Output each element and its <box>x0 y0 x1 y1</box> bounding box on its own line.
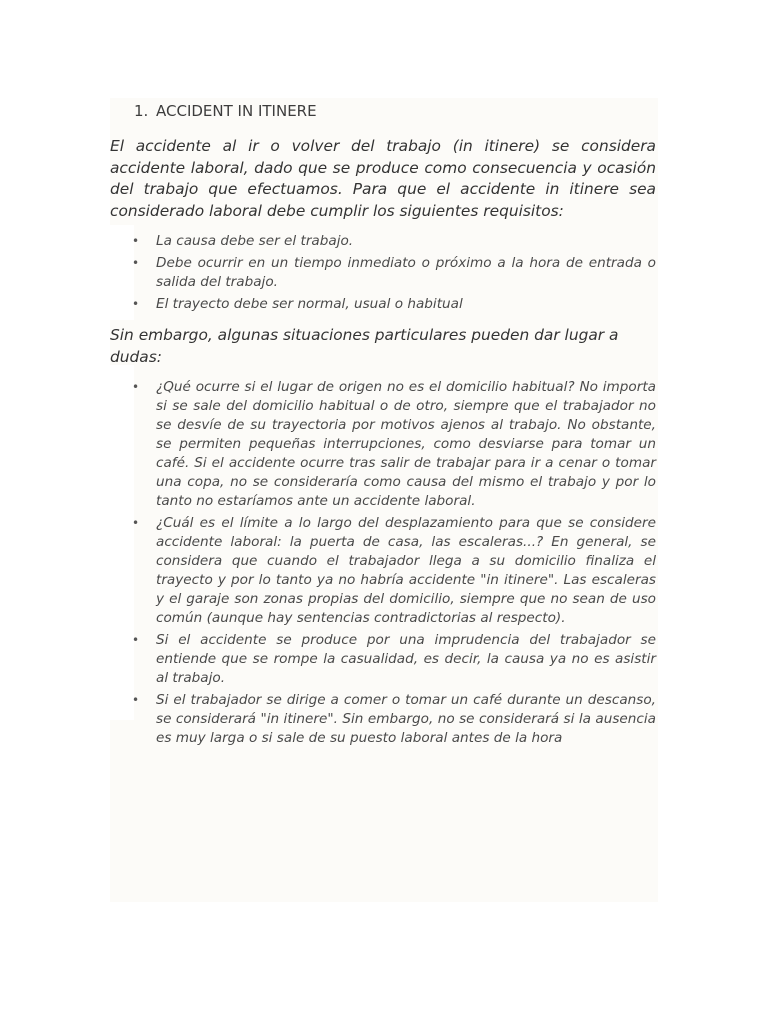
list-item <box>110 514 656 628</box>
list-item <box>110 631 656 688</box>
bullet-icon: • <box>132 297 140 311</box>
situations-list <box>110 378 656 748</box>
bullet-icon: • <box>132 256 140 270</box>
doubts-paragraph: Sin embargo, algunas situaciones particulares pueden dar lugar a dudas: <box>110 326 619 366</box>
section-number: 1. <box>134 102 149 120</box>
list-item-text: La causa debe ser el trabajo. <box>156 233 354 249</box>
section-title: ACCIDENT IN ITINERE <box>156 102 317 120</box>
list-item-text: Si el trabajador se dirige a comer o tomar un café durante un descanso, se considerará "in itinere". Sin embargo, no se considerará si la ausencia es muy larga o si sale de su puesto laboral antes de la hora <box>156 692 656 746</box>
list-item <box>110 232 656 251</box>
intro-paragraph: El accidente al ir o volver del trabajo (in itinere) se considera accidente laboral, dado que se produce como consecuencia y ocasión del trabajo que efectuamos. Para que el accidente in itinere sea considerado laboral debe cumplir los siguientes requisitos: <box>110 137 656 220</box>
list-item <box>110 254 656 292</box>
list-item-text: ¿Cuál es el límite a lo largo del desplazamiento para que se considere accidente laboral: la puerta de casa, las escaleras...? En general, se considera que cuando el trabajador llega a su domicilio finaliza el trayecto y por lo tanto ya no habría accidente "in itinere". Las escaleras y el garaje son zonas propias del domicilio, siempre que no sean de uso común (aunque hay sentencias contradictorias al respecto). <box>156 515 656 626</box>
list-item-text: ¿Qué ocurre si el lugar de origen no es el domicilio habitual? No importa si se sale del domicilio habitual o de otro, siempre que el trabajador no se desvíe de su trayectoria por motivos ajenos al trabajo. No obstante, se permiten pequeñas interrupciones, como desviarse para tomar un café. Si el accidente ocurre tras salir de trabajar para ir a cenar o tomar una copa, no se consideraría como causa del mismo el trabajo y por lo tanto no estaríamos ante un accidente laboral. <box>156 379 656 509</box>
list-item <box>110 295 656 314</box>
list-item-text: Debe ocurrir en un tiempo inmediato o próximo a la hora de entrada o salida del trabajo. <box>156 255 656 290</box>
document-body <box>110 100 656 758</box>
section-heading <box>134 100 656 122</box>
bullet-icon: • <box>132 516 140 530</box>
list-item <box>110 691 656 748</box>
list-item-text: El trayecto debe ser normal, usual o habitual <box>156 296 463 312</box>
bullet-icon: • <box>132 380 140 394</box>
requirements-list <box>110 232 656 314</box>
list-item-text: Si el accidente se produce por una imprudencia del trabajador se entiende que se rompe la casualidad, es decir, la causa ya no es asistir al trabajo. <box>156 632 656 686</box>
bullet-icon: • <box>132 633 140 647</box>
bullet-icon: • <box>132 693 140 707</box>
list-item <box>110 378 656 511</box>
bullet-icon: • <box>132 234 140 248</box>
